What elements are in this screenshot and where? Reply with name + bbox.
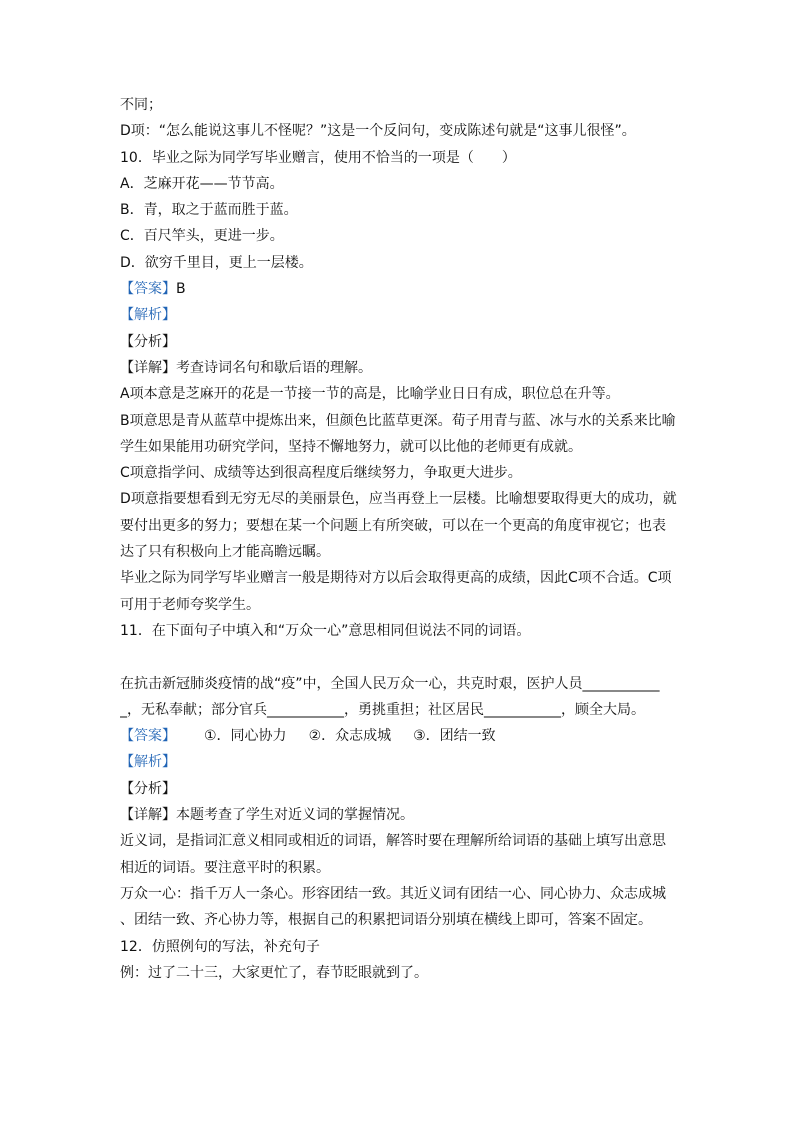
- option-b: B．青，取之于蓝而胜于蓝。: [120, 202, 298, 219]
- text-line: 不同；: [120, 97, 162, 113]
- q11-sentence: _，无私奉献；部分官兵___________，勇挑重担；社区居民___________，顾全大局。: [120, 701, 645, 718]
- explanation-line: 毕业之际为同学写毕业赠言一般是期待对方以后会取得更高的成绩，因此C项不合适。C项: [120, 570, 672, 587]
- answer-item-3: ③．团结一致: [413, 728, 496, 745]
- option-c: C．百尺竿头，更进一步。: [120, 228, 284, 245]
- q10-fenxi-line: 【分析】: [120, 333, 176, 350]
- answer-item-2: ②．众志成城: [308, 728, 392, 745]
- q10-detail-line: [120, 355, 680, 381]
- q11-answer-line: [120, 723, 680, 749]
- document-page: [120, 92, 680, 986]
- question-10-title: 10．毕业之际为同学写毕业赠言，使用不恰当的一项是（ ）: [120, 149, 516, 166]
- detail-text: 考查诗词名句和歇后语的理解。: [176, 359, 372, 376]
- question-11-title: 11．在下面句子中填入和“万众一心”意思相同但说法不同的词语。: [120, 622, 531, 639]
- detail-tag: 【详解】: [120, 359, 176, 376]
- explanation-line: 可用于老师夸奖学生。: [120, 596, 260, 613]
- q11-sentence: 在抗击新冠肺炎疫情的战“疫”中，全国人民万众一心，共克时艰，医护人员___________: [120, 675, 660, 692]
- option-d: D．欲穷千里目，更上一层楼。: [120, 254, 313, 271]
- explanation-line: A项本意是芝麻开的花是一节接一节的高是，比喻学业日日有成，职位总在升等。: [120, 386, 620, 403]
- q11-analysis-line: [120, 749, 680, 775]
- explanation-line: C项意指学问、成绩等达到很高程度后继续努力，争取更大进步。: [120, 465, 522, 482]
- explanation-line: 近义词，是指词汇意义相同或相近的词语，解答时要在理解所给词语的基础上填写出意思: [120, 833, 666, 850]
- analysis-tag: 【解析】: [120, 754, 176, 771]
- analysis-tag: 【解析】: [120, 307, 176, 324]
- answer-item-1: ①．同心协力: [204, 728, 287, 745]
- explanation-line: 达了只有积极向上才能高瞻远瞩。: [120, 544, 330, 561]
- text-line: D项：“怎么能说这事儿不怪呢？”这是一个反问句，变成陈述句就是“这事儿很怪”。: [120, 123, 636, 140]
- blank-spacer: [120, 644, 680, 670]
- question-12-title: 12．仿照例句的写法，补充句子: [120, 938, 320, 955]
- answer-tag: 【答案】: [120, 728, 176, 745]
- explanation-line: B项意思是青从蓝草中提炼出来，但颜色比蓝草更深。荀子用青与蓝、冰与水的关系来比喻: [120, 412, 676, 429]
- explanation-line: 万众一心：指千万人一条心。形容团结一致。其近义词有团结一心、同心协力、众志成城: [120, 885, 666, 902]
- answer-value: B: [176, 281, 186, 298]
- explanation-line: 相近的词语。要注意平时的积累。: [120, 859, 330, 876]
- detail-tag: 【详解】: [120, 807, 176, 824]
- q12-example: 例：过了二十三，大家更忙了，春节眨眼就到了。: [120, 964, 428, 981]
- q11-fenxi-line: 【分析】: [120, 780, 176, 797]
- q10-analysis-line: [120, 302, 680, 328]
- explanation-line: 、团结一致、齐心协力等，根据自己的积累把词语分别填在横线上即可，答案不固定。: [120, 912, 652, 929]
- explanation-line: 学生如果能用功研究学问，坚持不懈地努力，就可以比他的老师更有成就。: [120, 438, 582, 455]
- explanation-line: 要付出更多的努力；要想在某一个问题上有所突破，可以在一个更高的角度审视它；也表: [120, 517, 666, 534]
- q11-detail-line: [120, 802, 680, 828]
- q10-answer-line: [120, 276, 680, 302]
- detail-text: 本题考查了学生对近义词的掌握情况。: [176, 807, 414, 824]
- answer-tag: 【答案】: [120, 281, 176, 298]
- explanation-line: D项意指要想看到无穷无尽的美丽景色，应当再登上一层楼。比喻想要取得更大的成功，就: [120, 491, 677, 508]
- option-a: A．芝麻开花——节节高。: [120, 175, 284, 192]
